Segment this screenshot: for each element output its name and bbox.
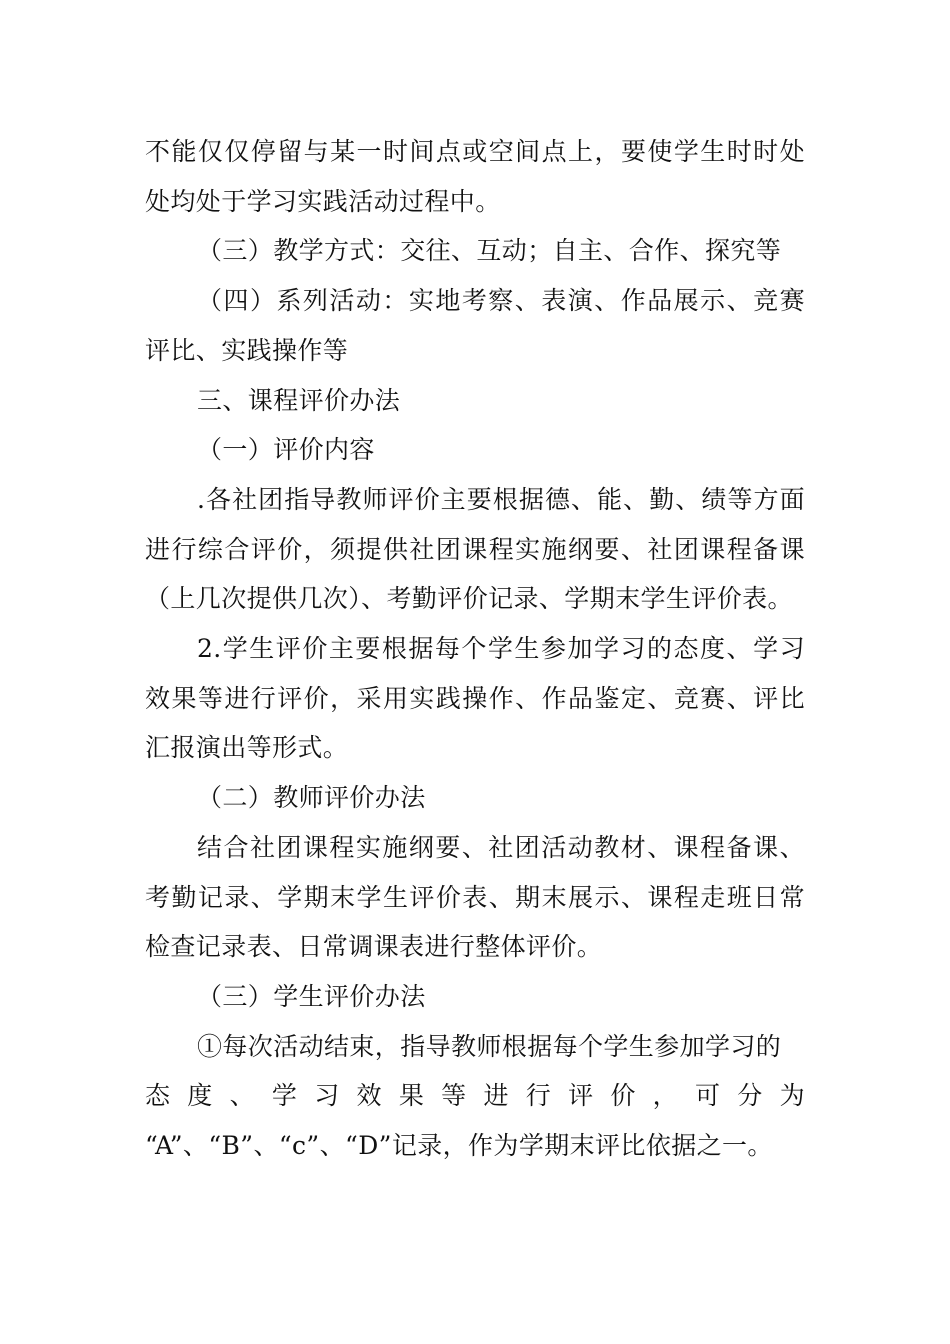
paragraph-teaching-method: （三）教学方式：交往、互动；自主、合作、探究等: [197, 236, 782, 266]
paragraph-teacher-evaluation-method: 结合社团课程实施纲要、社团活动教材、课程备课、考勤记录、学期末学生评价表、期末展示、课程走班日常检查记录表、日常调课表进行整体评价。: [145, 832, 805, 962]
heading-student-evaluation-method: （三）学生评价办法: [197, 981, 426, 1011]
paragraph-student-evaluation-line-2: 态度、学习效果等进行评价，可分为: [145, 1081, 805, 1111]
heading-evaluation-content: （一）评价内容: [197, 435, 375, 465]
document-body: [145, 127, 805, 1171]
paragraph-student-evaluation-basis: 2.学生评价主要根据每个学生参加学习的态度、学习效果等进行评价，采用实践操作、作品鉴定、竞赛、评比汇报演出等形式。: [145, 634, 805, 763]
paragraph-teacher-evaluation-basis: .各社团指导教师评价主要根据德、能、勤、绩等方面进行综合评价，须提供社团课程实施纲要、社团课程备课（上几次提供几次）、考勤评价记录、学期末学生评价表。: [145, 484, 805, 614]
paragraph-series-activities: （四）系列活动：实地考察、表演、作品展示、竞赛评比、实践操作等: [145, 286, 805, 365]
paragraph-student-evaluation-line-3: “A”、“B”、“c”、“D”记录，作为学期末评比依据之一。: [145, 1131, 773, 1161]
paragraph-continuation: 不能仅仅停留与某一时间点或空间点上，要使学生时时处处均处于学习实践活动过程中。: [145, 137, 805, 216]
paragraph-student-evaluation-line-1: ①每次活动结束，指导教师根据每个学生参加学习的: [197, 1031, 782, 1061]
heading-course-evaluation: 三、课程评价办法: [197, 385, 401, 415]
heading-teacher-evaluation-method: （二）教师评价办法: [197, 783, 426, 813]
